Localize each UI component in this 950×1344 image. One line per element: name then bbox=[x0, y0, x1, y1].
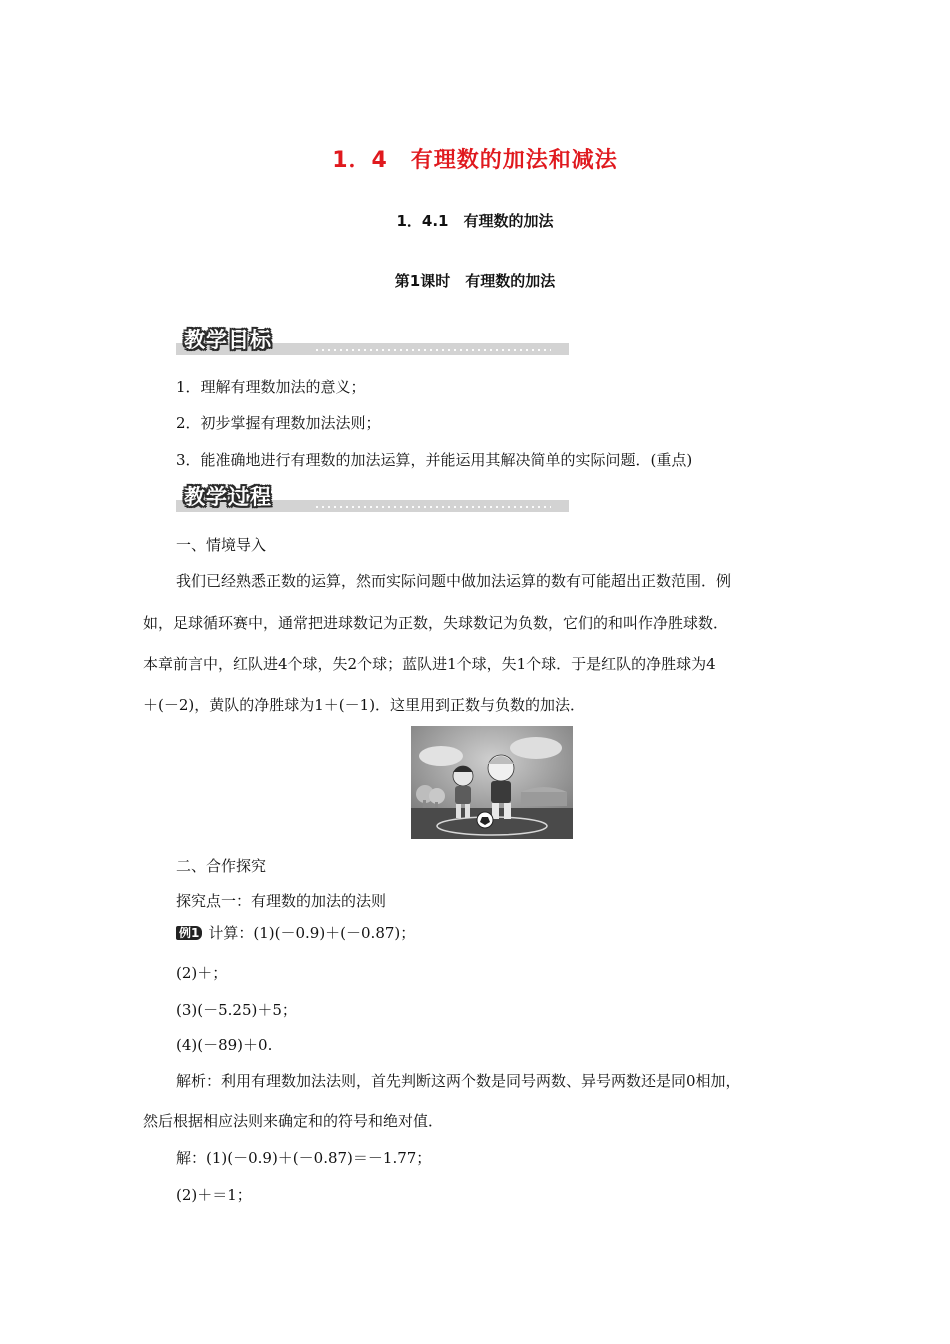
paragraph-line: ＋(－2)，黄队的净胜球为1＋(－1)．这里用到正数与负数的加法． bbox=[143, 696, 586, 714]
example-line bbox=[176, 923, 415, 943]
example-badge: 例1 bbox=[176, 926, 202, 940]
paragraph-line: 我们已经熟悉正数的运算，然而实际问题中做加法运算的数有可能超出正数范围．例 bbox=[176, 572, 732, 590]
lesson-title: 第1课时 有理数的加法 bbox=[394, 272, 556, 290]
section-subtitle: 1．4.1 有理数的加法 bbox=[396, 212, 554, 230]
soccer-illustration bbox=[411, 726, 573, 839]
paragraph-line: 如，足球循环赛中，通常把进球数记为正数，失球数记为负数，它们的和叫作净胜球数． bbox=[143, 614, 729, 632]
example-item: (3)(－5.25)＋5； bbox=[176, 1001, 297, 1019]
example-item: (4)(－89)＋0. bbox=[176, 1036, 273, 1054]
process-section-banner bbox=[176, 484, 569, 512]
analysis-line: 解析：利用有理数加法法则，首先判断这两个数是同号两数、异号两数还是同0相加， bbox=[176, 1072, 741, 1090]
banner-dots bbox=[314, 506, 551, 508]
goal-item: 3．能准确地进行有理数的加法运算，并能运用其解决简单的实际问题．(重点) bbox=[176, 451, 693, 469]
goal-item: 1．理解有理数加法的意义； bbox=[176, 378, 366, 396]
analysis-line: 然后根据相应法则来确定和的符号和绝对值． bbox=[143, 1112, 444, 1130]
part1-heading: 一、情境导入 bbox=[176, 536, 267, 554]
example-text: 计算：(1)(－0.9)＋(－0.87)； bbox=[208, 924, 416, 942]
process-section-label: 教学过程 bbox=[184, 485, 272, 509]
goal-item: 2．初步掌握有理数加法法则； bbox=[176, 414, 381, 432]
goals-section-label: 教学目标 bbox=[184, 328, 272, 352]
example-item: (2)＋； bbox=[176, 964, 228, 982]
part2-heading: 二、合作探究 bbox=[176, 857, 267, 875]
page-title: 1．4 有理数的加法和减法 bbox=[332, 148, 618, 173]
paragraph-line: 本章前言中，红队进4个球，失2个球；蓝队进1个球，失1个球．于是红队的净胜球为4 bbox=[143, 655, 716, 673]
goals-section-banner bbox=[176, 327, 569, 355]
banner-dots bbox=[314, 349, 551, 351]
exploration-point: 探究点一：有理数的加法的法则 bbox=[176, 892, 387, 910]
solution-line: (2)＋＝1； bbox=[176, 1186, 252, 1204]
solution-line: 解：(1)(－0.9)＋(－0.87)＝－1.77； bbox=[176, 1149, 432, 1167]
